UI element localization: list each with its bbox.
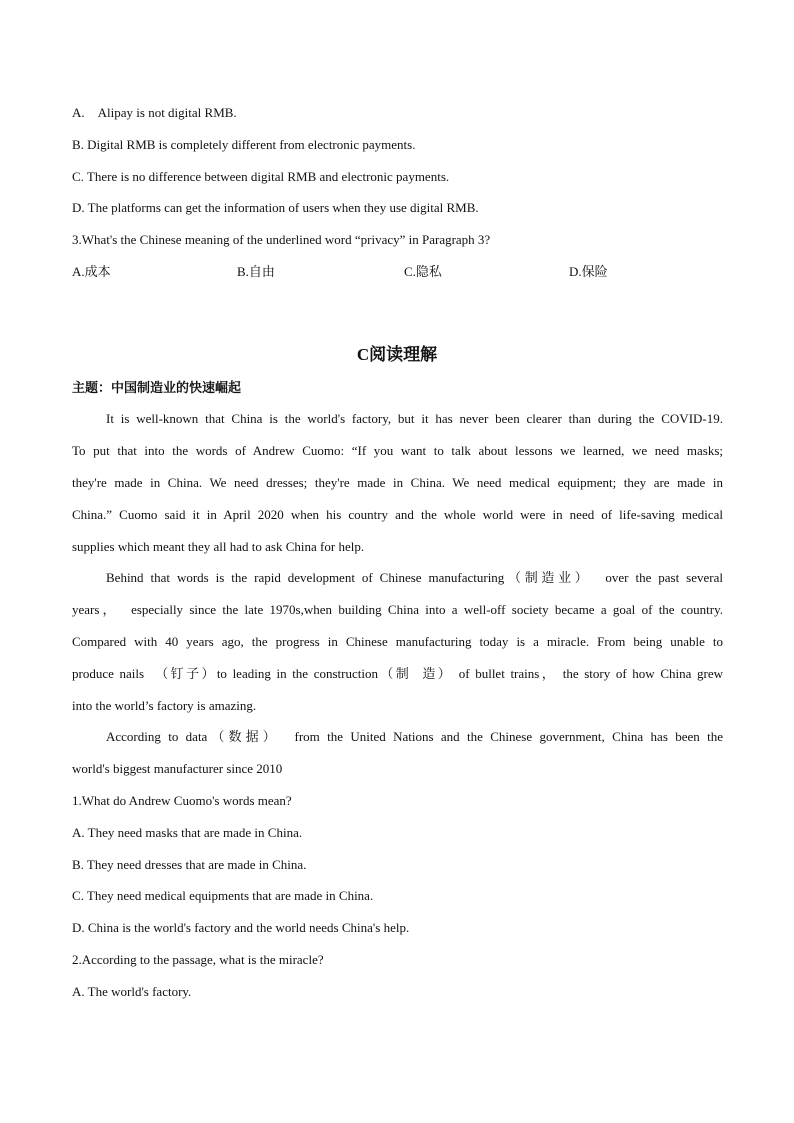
passage-line-11: According to data（数据） from the United Nations and the Chinese government, China has been the	[106, 729, 723, 744]
q3-option-d: D.保险	[569, 264, 608, 279]
option-b: B. Digital RMB is completely different from electronic payments.	[72, 137, 416, 152]
option-d: D. The platforms can get the information of users when they use digital RMB.	[72, 200, 479, 215]
q1-option-d: D. China is the world's factory and the world needs China's help.	[72, 920, 410, 935]
section-topic: 主题：中国制造业的快速崛起	[72, 381, 242, 396]
q3-option-c: C.隐私	[404, 264, 442, 279]
passage-line-10: into the world’s factory is amazing.	[72, 698, 257, 713]
passage-line-5: supplies which meant they all had to ask China for help.	[72, 539, 365, 554]
passage-line-2: To put that into the words of Andrew Cuomo: “If you want to talk about lessons we learned, we need masks;	[72, 443, 723, 458]
q1-option-a: A. They need masks that are made in China.	[72, 825, 303, 840]
passage-line-7: years， especially since the late 1970s,when building China into a well-off society became a goal of the country.	[72, 602, 723, 617]
passage-line-8: Compared with 40 years ago, the progress in Chinese manufacturing today is a miracle. From being unable to	[72, 634, 723, 649]
option-c: C. There is no difference between digital RMB and electronic payments.	[72, 169, 450, 184]
passage-line-1: It is well-known that China is the world's factory, but it has never been clearer than during the COVID-19.	[106, 411, 723, 426]
question-2: 2.According to the passage, what is the miracle?	[72, 952, 324, 967]
q1-option-b: B. They need dresses that are made in China.	[72, 857, 307, 872]
passage-line-4: China.” Cuomo said it in April 2020 when his country and the whole world were in need of life-saving medical	[72, 507, 723, 522]
q3-option-a: A.成本	[72, 264, 111, 279]
passage-line-12: world's biggest manufacturer since 2010	[72, 761, 283, 776]
question-3-options	[72, 263, 723, 281]
q1-option-c: C. They need medical equipments that are made in China.	[72, 888, 374, 903]
option-a: A. Alipay is not digital RMB.	[72, 105, 237, 120]
passage-line-9: produce nails （钉子）to leading in the construction（制 造） of bullet trains， the story of how China grew	[72, 666, 723, 681]
section-heading: C阅读理解	[356, 345, 438, 364]
passage-line-6: Behind that words is the rapid development of Chinese manufacturing（制造业） over the past several	[106, 570, 723, 585]
q3-option-b: B.自由	[237, 264, 275, 279]
question-1: 1.What do Andrew Cuomo's words mean?	[72, 793, 292, 808]
q2-option-a: A. The world's factory.	[72, 984, 192, 999]
question-3: 3.What's the Chinese meaning of the underlined word “privacy” in Paragraph 3?	[72, 232, 491, 247]
passage-line-3: they're made in China. We need dresses; they're made in China. We need medical equipment; they are made in	[72, 475, 723, 490]
